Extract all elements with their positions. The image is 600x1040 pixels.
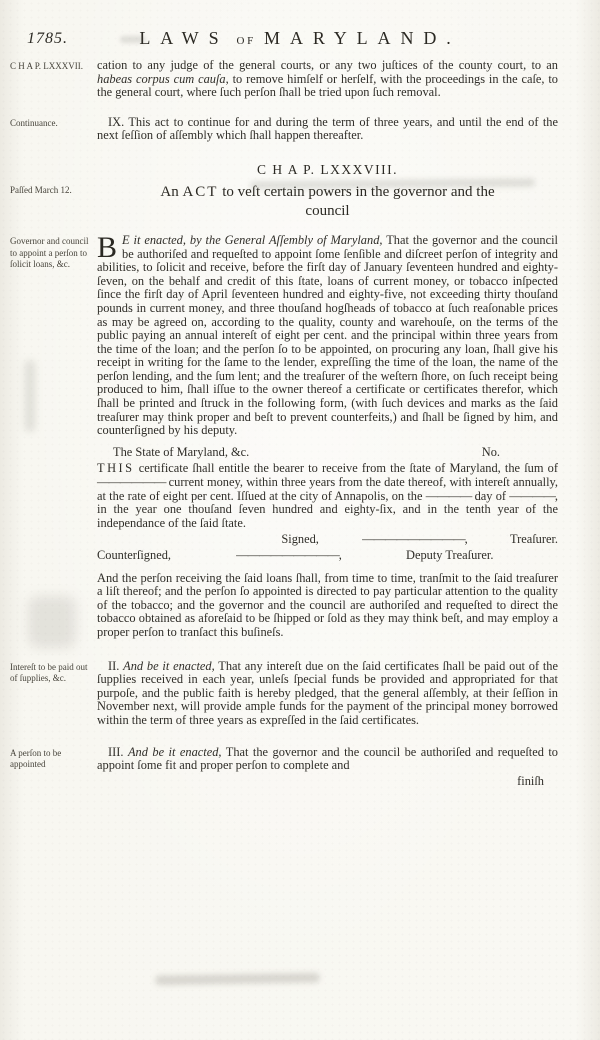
enacting-clause: E it enacted, by the General Aſſembly of Maryland, (122, 232, 383, 247)
blank-line: ———— (509, 488, 555, 503)
paragraph (97, 660, 558, 728)
this-word: THIS (97, 461, 135, 476)
text-run: That any intereſt due on the ſaid certificates ſhall be paid out of the ſupplies received in each year, unleſs ſpecial funds be provided and appropriated for that purpoſe, and the public faith is hereby pledged, that the general aſſembly, at their ſeſſion in November next, will provide ample funds for the payment of the principal money borrowed within the term of three years as expreſſed in the ſaid certificates. (97, 658, 559, 727)
page-content (0, 59, 600, 788)
margin-note-passed: Paſſed March 12. (10, 184, 72, 195)
deputy-treasurer-label: Deputy Treaſurer. (406, 548, 494, 562)
ink-smudge (155, 973, 320, 986)
act-title-line1 (97, 183, 558, 202)
number-label: No. (481, 444, 500, 459)
section-after-form (0, 572, 600, 640)
section-one (0, 230, 600, 438)
enacting-clause: And be it enacted, (127, 744, 222, 759)
masthead-of: OF (236, 35, 257, 47)
paragraph (97, 59, 558, 100)
paragraph (97, 230, 559, 438)
act-title-wrap (97, 183, 600, 221)
section-continuance (0, 116, 600, 143)
text-run: , to remove himſelf or herſelf, with the proceedings in the caſe, to the general court, where ſuch perſon ſhall be tried upon ſuch removal. (97, 71, 558, 100)
section3-text (97, 746, 600, 789)
text-run: That the governor and the council be authoriſed and requeſted to appoint ſome ſenſible and diſcreet perſon of integrity and abilities, to ſolicit and receive, before the firſt day of January ſeventeen hundred and eighty-ſeven, on the behalf and credit of this ſtate, loans of current money, or tobacco inſpected ſince the firſt day of April ſeventeen hundred and eighty-five, not exceeding thirty thouſand pounds in current money, and three thouſand hogſheads of tobacco at ſuch reaſonable prices as may be agreed on, according to the quality, county and warehouſe, on the terms of the public paying an annual intereſt of eight per cent. and the principal within three years from the time of the loan; and the perſon ſo to be appointed, on procuring any loan, ſhall give his receipt in writing for the ſame to the lender, expreſſing the time of the loan, the name of the perſon lending, and the ſum lent; and the treaſurer of the weſtern ſhore, on ſuch receipt being produced to him, ſhall iſſue to the owner thereof a certificate or certificates therefor, which ſhall be printed and ſtruck in the following form, (with ſuch devices and marks as the ſaid treaſurer may think proper and beſt to prevent counterfeits,) and ſhall be ſigned by him, and counterſigned by his deputy. (97, 232, 559, 438)
section-number: II. (108, 658, 124, 673)
act-word: ACT (182, 183, 219, 200)
signature-blank: —————————, (236, 548, 341, 562)
section-number: III. (108, 744, 128, 759)
section2-text (97, 660, 600, 728)
margin-note-governor: Governor and council to appoint a perſon to ſolicit loans, &c. (10, 235, 89, 270)
certificate-body (97, 462, 558, 530)
signed-label: Signed, (281, 532, 319, 547)
margin-note-spacer (0, 163, 97, 165)
act-title (97, 183, 558, 221)
text-run: day of (471, 488, 510, 503)
chap87-continuation-text (97, 59, 600, 100)
margin-note-interest: Intereſt to be paid out of ſupplies, &c. (10, 661, 88, 684)
paragraph (97, 746, 558, 773)
state-line: The State of Maryland, &c. (113, 444, 250, 459)
text-run: current money, within three years from the date thereof, with intereſt annually, at the rate of eight per cent. Iſſued at the city of Annapolis, on the (97, 475, 558, 503)
section1-text (97, 230, 600, 438)
text-run: certificate ſhall entitle the bearer to receive from the ſtate of Maryland, the ſum of (134, 461, 558, 476)
text-run: to veſt certain powers in the governor and the (218, 183, 495, 200)
countersigned-label: Counterſigned, (97, 548, 171, 562)
text-run: An (160, 183, 183, 200)
text-run: That the governor and the council be authoriſed and requeſted to appoint ſome fit and proper perſon to complete and (97, 744, 558, 773)
margin-note-spacer (0, 446, 97, 448)
catchword: finiſh (517, 773, 544, 788)
blank-line: ———— (425, 488, 472, 503)
treasurer-label: Treaſurer. (509, 532, 558, 547)
signed-line (281, 533, 558, 547)
paragraph: IX. This act to continue for and during the term of three years, and until the end of the next ſeſſion of aſſembly which ſhall happen thereafter. (97, 114, 558, 143)
enacting-clause: And be it enacted, (123, 658, 215, 673)
latin-phrase: habeas corpus cum cauſa (97, 71, 226, 86)
page-year: 1785. (27, 30, 68, 47)
section-certificate-form (0, 446, 600, 563)
margin-note-continuance: Continuance. (10, 117, 58, 128)
form-head (97, 446, 558, 460)
page-header (0, 0, 600, 49)
certificate-form (97, 446, 600, 563)
margin-note-spacer (0, 572, 97, 574)
after-form-text (97, 572, 600, 640)
chap88-heading-wrap (97, 163, 600, 177)
blank-line: —————— (97, 475, 166, 490)
dropcap-B: B (97, 230, 118, 264)
signature-blank: —————————, (362, 532, 467, 547)
margin-note-person: A perſon to be appointed (10, 747, 62, 770)
paragraph: And the perſon receiving the ſaid loans ſhall, from time to time, tranſmit to the ſaid treaſurer a liſt thereof; and the perſon ſo appointed is directed to pay particular attention to the quality of the tobacco; and the governor and the council are authoriſed and requeſted to direct the tobacco obtained as aforeſaid to be ſhipped or ſold as they may think beſt, and may employ a proper perſon to tranſact this buſineſs. (97, 570, 558, 639)
margin-note-chap87: C H A P. LXXXVII. (10, 61, 84, 71)
masthead-laws: LAWS (139, 28, 229, 48)
section-chap88-heading (0, 163, 600, 177)
section-two (0, 660, 600, 728)
section-three (0, 746, 600, 789)
countersigned-line (97, 549, 493, 563)
act-title-line2: council (305, 202, 350, 219)
section-act-title (0, 183, 600, 221)
section9-text (97, 116, 600, 143)
masthead-maryland: MARYLAND. (264, 28, 461, 48)
text-run: cation to any judge of the general courts, or any two juſtices of the county court, to an (97, 58, 558, 72)
text-run: , in the year one thouſand ſeven hundred and eighty-ſix, and in the tenth year of the independance of the ſaid ſtate. (97, 488, 558, 530)
chapter-heading: C H A P. LXXXVIII. (256, 161, 398, 177)
section-chap87-continuation (0, 59, 600, 100)
